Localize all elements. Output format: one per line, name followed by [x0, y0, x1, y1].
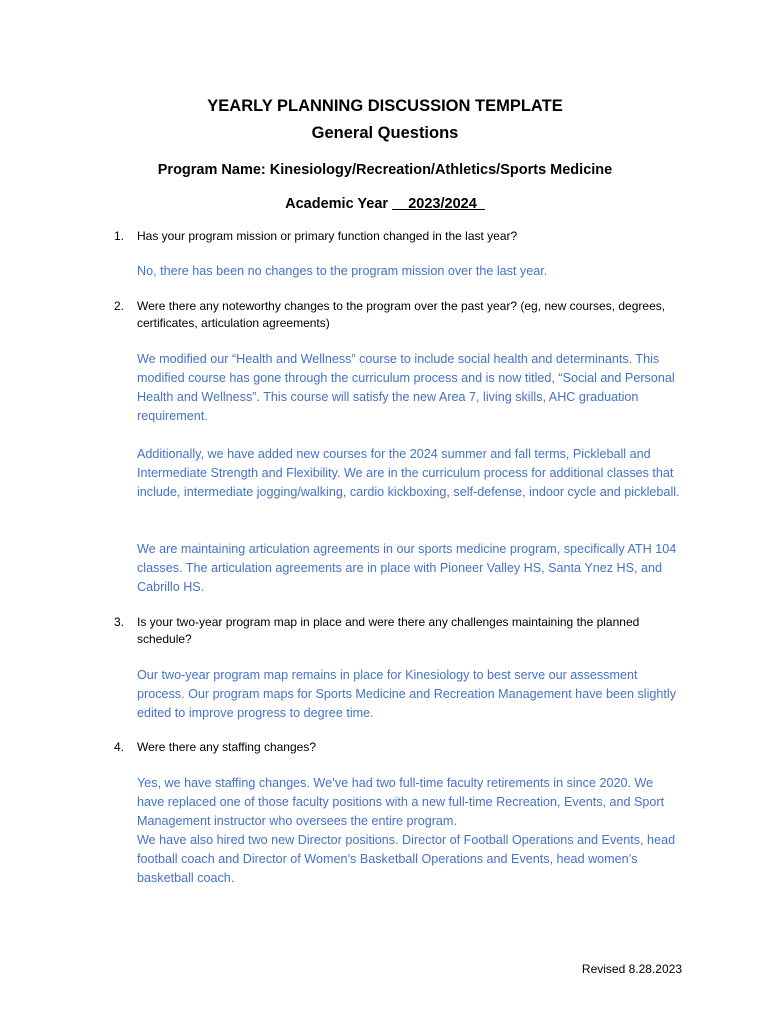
document-subtitle: General Questions — [311, 124, 459, 142]
answer-2b — [137, 445, 682, 502]
answer-paragraph: We are maintaining articulation agreements in our sports medicine program, specifically ATH 104 classes. The articulation agreements are in place with Pioneer Valley HS, Santa Ynez HS, and Cabrillo HS. — [137, 542, 677, 594]
question-2 — [114, 298, 674, 332]
question-number: 2. — [114, 299, 125, 313]
document-title: YEARLY PLANNING DISCUSSION TEMPLATE — [207, 97, 563, 115]
question-text: Were there any noteworthy changes to the program over the past year? (eg, new courses, degrees, certificates, articulation agreements) — [137, 299, 666, 330]
answer-4 — [137, 774, 682, 888]
answer-paragraph: Yes, we have staffing changes. We’ve had two full-time faculty retirements in since 2020. We have replaced one of those faculty positions with a new full-time Recreation, Events, and Sport Management instructor who oversees the entire program. — [137, 776, 665, 828]
question-number: 4. — [114, 740, 125, 754]
answer-paragraph: Additionally, we have added new courses for the 2024 summer and fall terms, Pickleball and Intermediate Strength and Flexibility. We are in the curriculum process for additional classes that include, intermediate jogging/walking, cardio kickboxing, self-defense, indoor cycle and pickleball. — [137, 447, 680, 499]
answer-paragraph: No, there has been no changes to the program mission over the last year. — [137, 264, 548, 278]
academic-year-value: __2023/2024_ — [392, 196, 485, 212]
academic-year-label: Academic Year — [285, 196, 389, 212]
question-1 — [114, 228, 674, 245]
program-name: Program Name: Kinesiology/Recreation/Athletics/Sports Medicine — [157, 162, 613, 178]
question-text: Were there any staffing changes? — [137, 740, 317, 754]
answer-paragraph: Our two-year program map remains in place for Kinesiology to best serve our assessment process. Our program maps for Sports Medicine and Recreation Management have been slightly edited to improve progress to degree time. — [137, 668, 677, 720]
answer-2a — [137, 350, 682, 426]
question-number: 1. — [114, 229, 125, 243]
answer-paragraph: We have also hired two new Director positions. Director of Football Operations and Events, head football coach and Director of Women’s Basketball Operations and Events, head women’s basketball coach. — [137, 833, 676, 885]
answer-paragraph: We modified our “Health and Wellness” course to include social health and determinants. This modified course has gone through the curriculum process and is now titled, “Social and Personal Health and Wellness”. This course will satisfy the new Area 7, living skills, AHC graduation requirement. — [137, 352, 675, 423]
answer-1 — [137, 262, 682, 281]
revised-date: Revised 8.28.2023 — [581, 962, 682, 976]
question-text: Is your two-year program map in place and were there any challenges maintaining the planned schedule? — [137, 615, 640, 646]
question-3 — [114, 614, 674, 648]
question-4 — [114, 739, 674, 756]
question-number: 3. — [114, 615, 125, 629]
academic-year — [0, 195, 770, 213]
question-text: Has your program mission or primary function changed in the last year? — [137, 229, 518, 243]
answer-3 — [137, 666, 682, 723]
answer-2c — [137, 540, 682, 597]
